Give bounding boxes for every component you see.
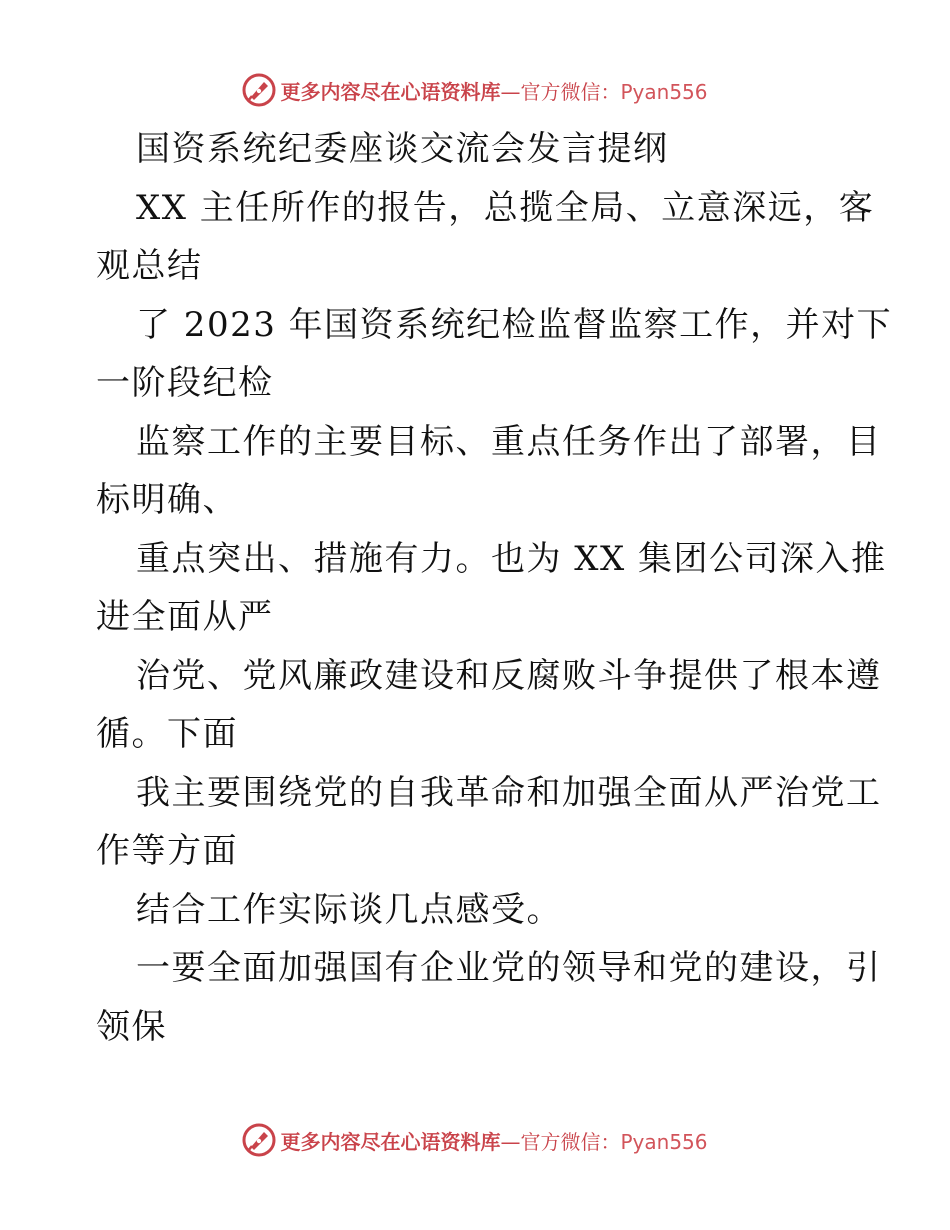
header-watermark	[0, 68, 950, 112]
watermark-wechat-handle: Pyan556	[620, 1129, 708, 1154]
document-line: 治党、党风廉政建设和反腐败斗争提供了根本遵	[136, 655, 882, 696]
document-line: 结合工作实际谈几点感受。	[136, 889, 562, 930]
document-line: 观总结	[96, 246, 203, 286]
document-line: 一阶段纪检	[96, 363, 274, 403]
document-line: 作等方面	[96, 831, 238, 871]
watermark-wechat-label: 官方微信：	[520, 79, 621, 104]
document-line: 进全面从严	[96, 597, 274, 637]
pen-nib-circle-icon	[242, 73, 276, 107]
document-line: 监察工作的主要目标、重点任务作出了部署，目	[136, 421, 882, 462]
watermark-wechat-label: 官方微信：	[520, 1129, 621, 1154]
document-body	[96, 120, 893, 1056]
document-line: 国资系统纪委座谈交流会发言提纲	[136, 129, 669, 169]
watermark-lead-text: 更多内容尽在心语资料库	[280, 79, 501, 104]
document-line: 我主要围绕党的自我革命和加强全面从严治党工	[136, 772, 882, 813]
document-line: 重点突出、措施有力。也为 XX 集团公司深入推	[136, 538, 887, 579]
footer-watermark	[0, 1118, 950, 1162]
watermark-separator: —	[500, 1129, 521, 1154]
watermark-wechat-handle: Pyan556	[620, 79, 708, 104]
document-line: 标明确、	[96, 480, 238, 520]
document-line: 了 2023 年国资系统纪检监督监察工作，并对下	[136, 304, 893, 345]
document-line: XX 主任所作的报告，总揽全局、立意深远，客	[136, 187, 875, 228]
document-line: 一要全面加强国有企业党的领导和党的建设，引	[136, 948, 882, 988]
watermark-separator: —	[500, 79, 521, 104]
document-line: 循。下面	[96, 714, 238, 754]
pen-nib-circle-icon	[242, 1123, 276, 1157]
document-line: 领保	[96, 1006, 167, 1047]
watermark-lead-text: 更多内容尽在心语资料库	[280, 1129, 501, 1154]
